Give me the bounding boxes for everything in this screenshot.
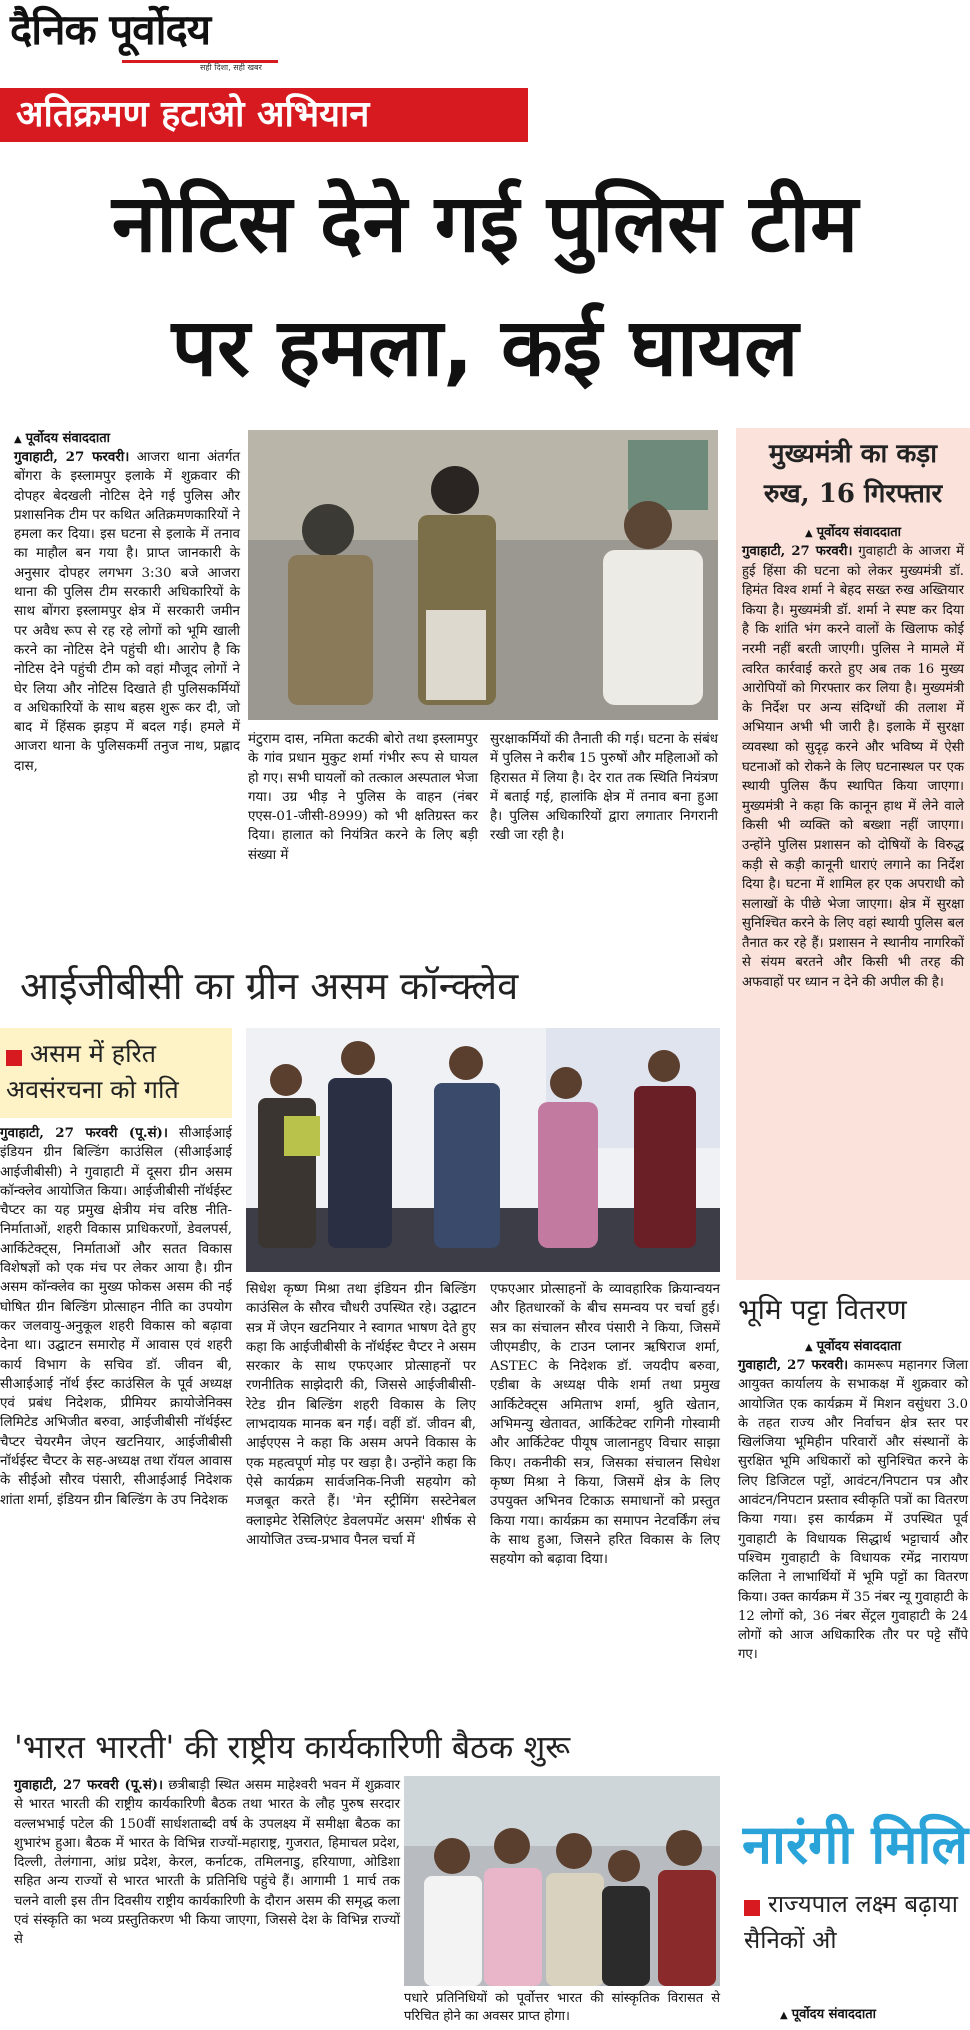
igbc-photo bbox=[246, 1028, 720, 1272]
sidebar2-headline: भूमि पट्टा वितरण bbox=[738, 1293, 907, 1326]
triangle-icon: ▲ bbox=[780, 2010, 788, 2021]
red-square-icon bbox=[744, 1900, 760, 1916]
bharati-dateline: गुवाहाटी, 27 फरवरी (पू.सं)। bbox=[14, 1778, 164, 1793]
lead-photo-illustration bbox=[248, 430, 718, 720]
bharati-column-2 bbox=[404, 1990, 720, 2026]
sidebar1-dateline: गुवाहाटी, 27 फरवरी। bbox=[742, 544, 853, 559]
section-banner: अतिक्रमण हटाओ अभियान bbox=[0, 88, 528, 142]
igbc-kicker-box bbox=[0, 1028, 232, 1118]
sidebar1-headline: मुख्यमंत्री का कड़ा रुख, 16 गिरफ्तार bbox=[763, 439, 943, 509]
igbc-photo-illustration bbox=[246, 1028, 720, 1272]
igbc-column-1 bbox=[0, 1124, 232, 1510]
red-square-icon bbox=[6, 1050, 22, 1066]
masthead-tagline: सही दिशा, सही खबर bbox=[200, 63, 262, 72]
lead-photo bbox=[248, 430, 718, 720]
bharati-text: छत्रीबाड़ी स्थित असम माहेश्वरी भवन में शुक्रवार से भारत भारती की राष्ट्रीय कार्यकारिणी बैठक तथा भारत के लौह पुरुष सरदार वल्लभभाई पटेल की 150वीं सार्धशताब्दी वर्ष के उपलक्ष्य में समीक्षा बैठक का शुभारंभ हुआ। बैठक में भारत के विभिन्न राज्यों-महाराष्ट्र, गुजरात, हिमाचल प्रदेश, दिल्ली, तेलंगाना, आंध्र प्रदेश, केरल, कर्नाटक, तमिलनाडु, हरियाणा, ओडिशा सहित अन्य राज्यों से भारत भारती के प्रतिनिधि पहुंचे हैं। आगामी 1 मार्च तक चलने वाली इस तीन दिवसीय राष्ट्रीय कार्यकारिणी के दौरान असम की समृद्ध कला एवं संस्कृति का भव्य प्रस्तुतिकरण भी किया जाएगा, जिससे देश के विभिन्न राज्यों से bbox=[14, 1778, 400, 1948]
bharati-column-1 bbox=[14, 1776, 400, 1950]
lead-column-1 bbox=[14, 428, 240, 776]
bharati-photo bbox=[404, 1776, 720, 1986]
bharati-photo-illustration bbox=[404, 1776, 720, 1986]
triangle-icon: ▲ bbox=[14, 434, 22, 445]
igbc-text-col2: सिधेश कृष्ण मिश्रा तथा इंडियन ग्रीन बिल्डिंग काउंसिल के सौरव चौधरी उपस्थित रहे। उद्घाटन सत्र में जेएन खटनियार ने स्वागत भाषण देते हुए कहा कि आईजीबीसी के नॉर्थईस्ट चैप्टर ने असम सरकार के साथ एफएआर प्रोत्साहनों पर रणनीतिक साझेदारी की, जिससे आईजीबीसी-रेटेड ग्रीन बिल्डिंग शहरी विकास के लिए लाभदायक मानक बन गईं। वहीं डॉ. जीवन बी, आईएएस ने कहा कि असम अपने विकास के एक महत्वपूर्ण मोड़ पर खड़ा है। उन्होंने कहा कि ऐसे कार्यक्रम सार्वजनिक-निजी सहयोग को मजबूत करते हैं। 'मेन स्ट्रीमिंग सस्टेनेबल क्लाइमेट रेसिलिएंट डेवलपमेंट असम' शीर्षक से आयोजित उच्च-प्रभाव पैनल चर्चा में bbox=[246, 1282, 476, 1548]
bharati-text2: पधारे प्रतिनिधियों को पूर्वोत्तर भारत की सांस्कृतिक विरासत से परिचित होने का अवसर प्राप्त होगा। bbox=[404, 1991, 720, 2024]
sidebar-cm-story bbox=[736, 428, 970, 1280]
lead-byline: पूर्वोदय संवाददाता bbox=[25, 431, 110, 446]
igbc-text-col3: एफएआर प्रोत्साहनों के व्यावहारिक क्रियान्वयन और हितधारकों के बीच समन्वय पर चर्चा हुई। सत्र का संचालन सौरव पंसारी ने किया, जिसमें जीएमडीए, के टाउन प्लानर ऋषिराज शर्मा, ASTEC के निदेशक डॉ. जयदीप बरुवा, एडीबा के अध्यक्ष पीके शर्मा तथा प्रमुख आर्किटेक्ट्स अमिताभ शर्मा, श्रुति खेतान, अभिमन्यु खेतावत, आर्किटेक्ट रागिनी गोस्वामी और आर्किटेक्ट पीयूष जालानहुए विचार साझा किए। तकनीकी सत्र, जिसका संचालन सिधेश कृष्ण मिश्रा ने किया, जिसमें क्षेत्र के लिए उपयुक्त अभिनव टिकाऊ समाधानों को प्रस्तुत किया गया। कार्यक्रम का समापन नेटवर्किंग लंच के साथ हुआ, जिसने हरित विकास के लिए सहयोग को बढ़ावा दिया। bbox=[490, 1282, 720, 1568]
sidebar2-text: कामरूप महानगर जिला आयुक्त कार्यालय के सभाकक्ष में शुक्रवार को आयोजित एक कार्यक्रम में मिशन वसुंधरा 3.0 के तहत राज्य और निर्वाचन क्षेत्र स्तर पर खिलंजिया भूमिहीन परिवारों और संस्थानों के सुरक्षित भूमि अधिकारों को सुनिश्चित करने के लिए डिजिटल पट्टों, आवंटन/निपटान पत्र और आवंटन/निपटान प्रस्ताव स्वीकृति पत्रों का वितरण किया गया। इस कार्यक्रम में उपस्थित पूर्व गुवाहाटी के विधायक सिद्धार्थ भट्टाचार्य और पश्चिम गुवाहाटी के विधायक रमेंद्र नारायण कलिता ने लाभार्थियों में भूमि पट्टों का वितरण किया। उक्त कार्यक्रम में 35 नंबर न्यू गुवाहाटी के 12 लोगों को, 36 नंबर सेंट्रल गुवाहाटी के 24 लोगों को आज अधिकारिक तौर पर पट्टे सौंपे गए। bbox=[738, 1358, 968, 1663]
sidebar-land-patta bbox=[738, 1290, 968, 1665]
igbc-column-3 bbox=[490, 1280, 720, 1569]
igbc-headline: आईजीबीसी का ग्रीन असम कॉन्क्लेव bbox=[20, 964, 519, 1008]
igbc-dateline: गुवाहाटी, 27 फरवरी (पू.सं)। bbox=[0, 1125, 168, 1141]
teaser-title: नारंगी मिलि bbox=[742, 1813, 969, 1876]
masthead bbox=[10, 4, 280, 74]
masthead-logo: दैनिक पूर्वोदय bbox=[10, 5, 211, 54]
lead-column-3 bbox=[490, 730, 718, 846]
triangle-icon: ▲ bbox=[805, 528, 813, 539]
lead-text-col3: सुरक्षाकर्मियों की तैनाती की गई। घटना के संबंध में पुलिस ने करीब 15 पुरुषों और महिलाओं को हिरासत में लिया है। देर रात तक स्थिति नियंत्रण में बताई गई, हालांकि क्षेत्र में तनाव बना हुआ है। पुलिस अधिकारियों द्वारा लगातार निगरानी रखी जा रही है। bbox=[490, 732, 718, 844]
bharati-headline: 'भारत भारती' की राष्ट्रीय कार्यकारिणी बैठक शुरू bbox=[14, 1728, 571, 1766]
sidebar1-byline: पूर्वोदय संवाददाता bbox=[816, 525, 901, 540]
lead-dateline: गुवाहाटी, 27 फरवरी। bbox=[14, 449, 130, 465]
lead-text-col1: आजरा थाना अंतर्गत बोंगरा के इस्लामपुर इलाके में शुक्रवार की दोपहर बेदखली नोटिस देने गई पुलिस और प्रशासनिक टीम पर कथित अतिक्रमणकारियों ने हमला कर दिया। इस घटना से इलाके में तनाव का माहौल बन गया है। प्राप्त जानकारी के अनुसार दोपहर लगभग 3:30 बजे आजरा थाना की पुलिस टीम सरकारी अधिकारियों के साथ बोंगरा इस्लामपुर क्षेत्र में सरकारी जमीन पर अवैध रूप से रह रहे लोगों को भूमि खाली करने का नोटिस देने पहुंची थी। आरोप है कि नोटिस देने पहुंची टीम को वहां मौजूद लोगों ने घेर लिया और नोटिस दिखाते ही पुलिसकर्मियों व अधिकारियों के साथ बहस शुरू कर दी, जो बाद में हिंसक झड़प में बदल गई। हमले में आजरा थाना के पुलिसकर्मी तनुज नाथ, प्रह्लाद दास, bbox=[14, 450, 240, 774]
lead-text-col2: मंटुराम दास, नमिता कटकी बोरो तथा इस्लामपुर के गांव प्रधान मुकुट शर्मा गंभीर रूप से घायल हो गए। सभी घायलों को तत्काल अस्पताल भेजा गया। उग्र भीड़ ने पुलिस के वाहन (नंबर एएस-01-जीसी-8999) को भी क्षतिग्रस्त कर दिया। हालात को नियंत्रित करने के लिए बड़ी संख्या में bbox=[248, 732, 478, 863]
teaser-byline: पूर्वोदय संवाददाता bbox=[791, 2007, 876, 2022]
igbc-column-2 bbox=[246, 1280, 476, 1550]
sidebar2-dateline: गुवाहाटी, 27 फरवरी। bbox=[738, 1358, 849, 1373]
sidebar2-byline: पूर्वोदय संवाददाता bbox=[816, 1339, 901, 1354]
igbc-text-col1: सीआईआई इंडियन ग्रीन बिल्डिंग काउंसिल (सीआईआई आईजीबीसी) ने गुवाहाटी में दूसरा ग्रीन असम कॉन्क्लेव आयोजित किया। आईजीबीसी नॉर्थईस्ट चैप्टर का यह प्रमुख क्षेत्रीय मंच वरिष्ठ नीति-निर्माताओं, शहरी विकास प्राधिकरणों, डेवलपर्स, आर्किटेक्ट्स, निर्माताओं और सतत विकास विशेषज्ञों को एक मंच पर लेकर आया है। ग्रीन असम कॉन्क्लेव का मुख्य फोकस असम की नई घोषित ग्रीन बिल्डिंग प्रोत्साहन नीति का उपयोग कर जलवायु-अनुकूल शहरी विकास को बढ़ावा देना था। उद्घाटन समारोह में आवास एवं शहरी कार्य विभाग के सचिव डॉ. जीवन बी, सीआईआई नॉर्थ ईस्ट काउंसिल के पूर्व अध्यक्ष एवं प्रबंध निदेशक, प्रीमियर क्रायोजेनिक्स लिमिटेड अभिजीत बरुवा, आईजीबीसी नॉर्थईस्ट चैप्टर चेयरमैन जेएन खटनियार, आईजीबीसी नॉर्थईस्ट चैप्टर के सह-अध्यक्ष तथा रॉयल आवास के सीईओ सौरव पंसारी, सीआईआई निदेशक शांता शर्मा, इंडियन ग्रीन बिल्डिंग के उप निदेशक bbox=[0, 1126, 232, 1508]
lead-headline-line1: नोटिस देने गई पुलिस टीम bbox=[111, 177, 859, 270]
lead-headline-line2: पर हमला, कई घायल bbox=[171, 301, 799, 394]
teaser-byline-box bbox=[780, 2004, 970, 2024]
igbc-kicker: असम में हरित अवसंरचना को गति bbox=[6, 1039, 179, 1104]
triangle-icon: ▲ bbox=[805, 1342, 813, 1353]
teaser-kicker: राज्यपाल लक्ष्म बढ़ाया सैनिकों औ bbox=[744, 1890, 958, 1954]
teaser-kicker-box bbox=[744, 1886, 970, 1966]
sidebar1-text: गुवाहाटी के आजरा में हुई हिंसा की घटना को लेकर मुख्यमंत्री डॉ. हिमंत विश्व शर्मा ने बेहद सख्त रुख अख्तियार किया है। मुख्यमंत्री डॉ. शर्मा ने स्पष्ट कर दिया है कि शांति भंग करने वालों के खिलाफ कोई नरमी नहीं बरती जाएगी। पुलिस ने मामले में त्वरित कार्रवाई करते हुए अब तक 16 मुख्य आरोपियों को गिरफ्तार कर लिया है। मुख्यमंत्री के निर्देश पर अन्य संदिग्धों की तलाश में अभियान अभी भी जारी है। इलाके में सुरक्षा व्यवस्था को सुदृढ़ करने और भविष्य में ऐसी घटनाओं को रोकने के लिए घटनास्थल पर एक स्थायी पुलिस कैंप स्थापित किया जाएगा। मुख्यमंत्री ने कहा कि कानून हाथ में लेने वाले किसी भी व्यक्ति को बख्शा नहीं जाएगा। उन्होंने पुलिस प्रशासन को दोषियों के विरुद्ध कड़ी से कड़ी कानूनी धाराएं लगाने का निर्देश दिया है। घटना में शामिल हर एक अपराधी को सलाखों के पीछे भेजा जाएगा। क्षेत्र में सुरक्षा सुनिश्चित करने के लिए वहां स्थायी पुलिस बल तैनात कर रहे हैं। प्रशासन ने स्थानीय नागरिकों से संयम बरतने और किसी भी तरह की अफवाहों पर ध्यान न देने की अपील की है। bbox=[742, 544, 964, 991]
lead-column-2 bbox=[248, 730, 478, 865]
